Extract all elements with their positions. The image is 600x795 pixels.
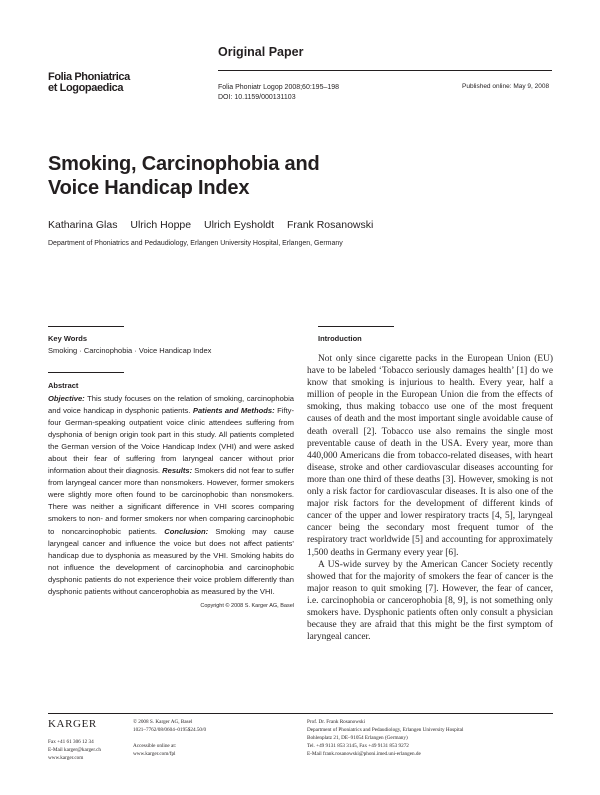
introduction-rule	[318, 326, 394, 327]
journal-logo	[48, 72, 130, 94]
pub-info-line: Accessible online at:	[133, 743, 177, 749]
published-date: Published online: May 9, 2008	[462, 83, 550, 90]
correspondence-line: Department of Phoniatrics and Pedaudiology, Erlangen University Hospital	[307, 727, 464, 733]
conclusion-text: Smoking may cause laryngeal cancer and influence the voice but does not affect patients’ handicap due to dysphonia as measured by the VHI. Smoking habits do not influence the development of carcinophobia and carcinophobic dysphonic patients do not experience their voice problem differently than dysphonic patients without cancerophobia as measured by the VHI.	[48, 526, 294, 596]
copyright-note: Copyright © 2008 S. Karger AG, Basel	[200, 602, 294, 609]
correspondence-line: Tel. +49 9131 853 3145, Fax +49 9131 853 9272	[307, 743, 409, 749]
publisher-contact	[48, 738, 101, 762]
title-line: Voice Handicap Index	[48, 177, 250, 199]
article-title	[48, 152, 320, 200]
citation	[218, 83, 339, 103]
keywords-text: Smoking · Carcinophobia · Voice Handicap Index	[48, 346, 212, 355]
section-label: Original Paper	[218, 45, 304, 59]
author-name: Ulrich Hoppe	[130, 219, 192, 231]
results-label: Results:	[162, 466, 193, 476]
paragraph: A US-wide survey by the American Cancer Society recently showed that for the majority of smokers the fear of cancer is the major reason to quit smoking [7]. However, the fear of cancer, i.e. carcinophobia or cancerophobia [8, 9], is not something only smokers have. Dysphonic patients often only consult a physician because they are afraid that this might be the first symptom of laryngeal cancer.	[307, 559, 553, 643]
correspondence-line: Prof. Dr. Frank Rosanowski	[307, 719, 366, 725]
journal-logo-line: et Logopaedica	[48, 82, 124, 94]
publication-info	[133, 718, 206, 758]
paragraph: Not only since cigarette packs in the European Union (EU) have to be labeled ‘Tobacco seriously damages health’ [1] do we know that smoking is injurious to health. Every year, half a million of people in the European Union die from the effects of smoking, thus making tobacco use one of the most frequent causes of death and the most important single avoidable cause of death overall [2]. Tobacco use also remains the single most preventable cause of death in the USA. Every year, more than 440,000 Americans die from tobacco-related diseases, with heart disease, stroke and other cardiovascular diseases accounting for more than one third of these deaths [3]. However, smoking is not only a risk factor for cardiovascular diseases. It is also one of the major risk factors for the development of different kinds of cancer of the upper and lower respiratory tracts [4, 5], laryngeal cancer being the secondary most frequent tumor of the respiratory tract worldwide [5] and accounting for approximately 1,500 deaths in Germany every year [6].	[307, 354, 553, 558]
conclusion-label: Conclusion:	[164, 526, 209, 536]
correspondence-line: E-Mail frank.rosanowski@phoni.imed.uni-erlangen.de	[307, 751, 421, 757]
contact-line: Fax +41 61 306 12 34	[48, 739, 94, 745]
affiliation: Department of Phoniatrics and Pedaudiology, Erlangen University Hospital, Erlangen, Germany	[48, 240, 343, 247]
keywords-rule	[48, 326, 124, 327]
objective-label: Objective:	[48, 394, 85, 403]
publisher-logo: KARGER	[48, 718, 97, 730]
journal-logo-line: Folia Phoniatrica	[48, 71, 130, 83]
abstract-body	[48, 393, 294, 612]
author-name: Katharina Glas	[48, 219, 118, 231]
doi-line: DOI: 10.1159/000131103	[218, 94, 296, 101]
abstract-rule	[48, 372, 124, 373]
header-rule	[218, 70, 552, 71]
methods-text: Fifty-four German-speaking outpatient voice clinic attendees suffering from dysphonia of benign origin took part in this study. All patients completed the German version of the Voice Handicap Index (VHI) and were asked about their fear of suffering from laryngeal cancer without prior information about their diagnosis.	[48, 406, 294, 476]
pub-info-line: 1021–7762/08/0604–0195$24.50/0	[133, 727, 207, 733]
pub-info-line: www.karger.com/fpl	[133, 751, 176, 757]
author-name: Frank Rosanowski	[286, 219, 374, 231]
pub-info-line	[133, 734, 206, 742]
contact-line: www.karger.com	[48, 755, 84, 761]
keywords-heading: Key Words	[48, 334, 88, 343]
author-name: Ulrich Eysholdt	[204, 219, 275, 231]
introduction-body	[307, 353, 553, 643]
correspondence-line: Bohlenplatz 21, DE–91054 Erlangen (Germany)	[307, 735, 408, 741]
objective-text: This study focuses on the relation of smoking, carcinophobia and voice handicap in dysphonic patients.	[48, 394, 294, 416]
correspondence	[307, 718, 463, 758]
results-text: Smokers did not fear to suffer from laryngeal cancer more than nonsmokers. However, former smokers were slightly more often found to be carcinophobic than nonsmokers. There was neither a significant difference in VHI scores comparing smokers to non- and former smokers nor when comparing carcinophobic to noncarcinophobic patients.	[48, 466, 294, 536]
methods-label: Patients and Methods:	[192, 406, 275, 416]
introduction-heading: Introduction	[318, 334, 362, 343]
citation-line: Folia Phoniatr Logop 2008;60:195–198	[218, 84, 340, 91]
author-list	[48, 219, 383, 231]
contact-line: E-Mail karger@karger.ch	[48, 747, 101, 753]
abstract-heading: Abstract	[48, 381, 79, 390]
title-line: Smoking, Carcinophobia and	[48, 153, 320, 175]
footer-rule	[48, 713, 553, 714]
pub-info-line: © 2008 S. Karger AG, Basel	[133, 719, 193, 725]
